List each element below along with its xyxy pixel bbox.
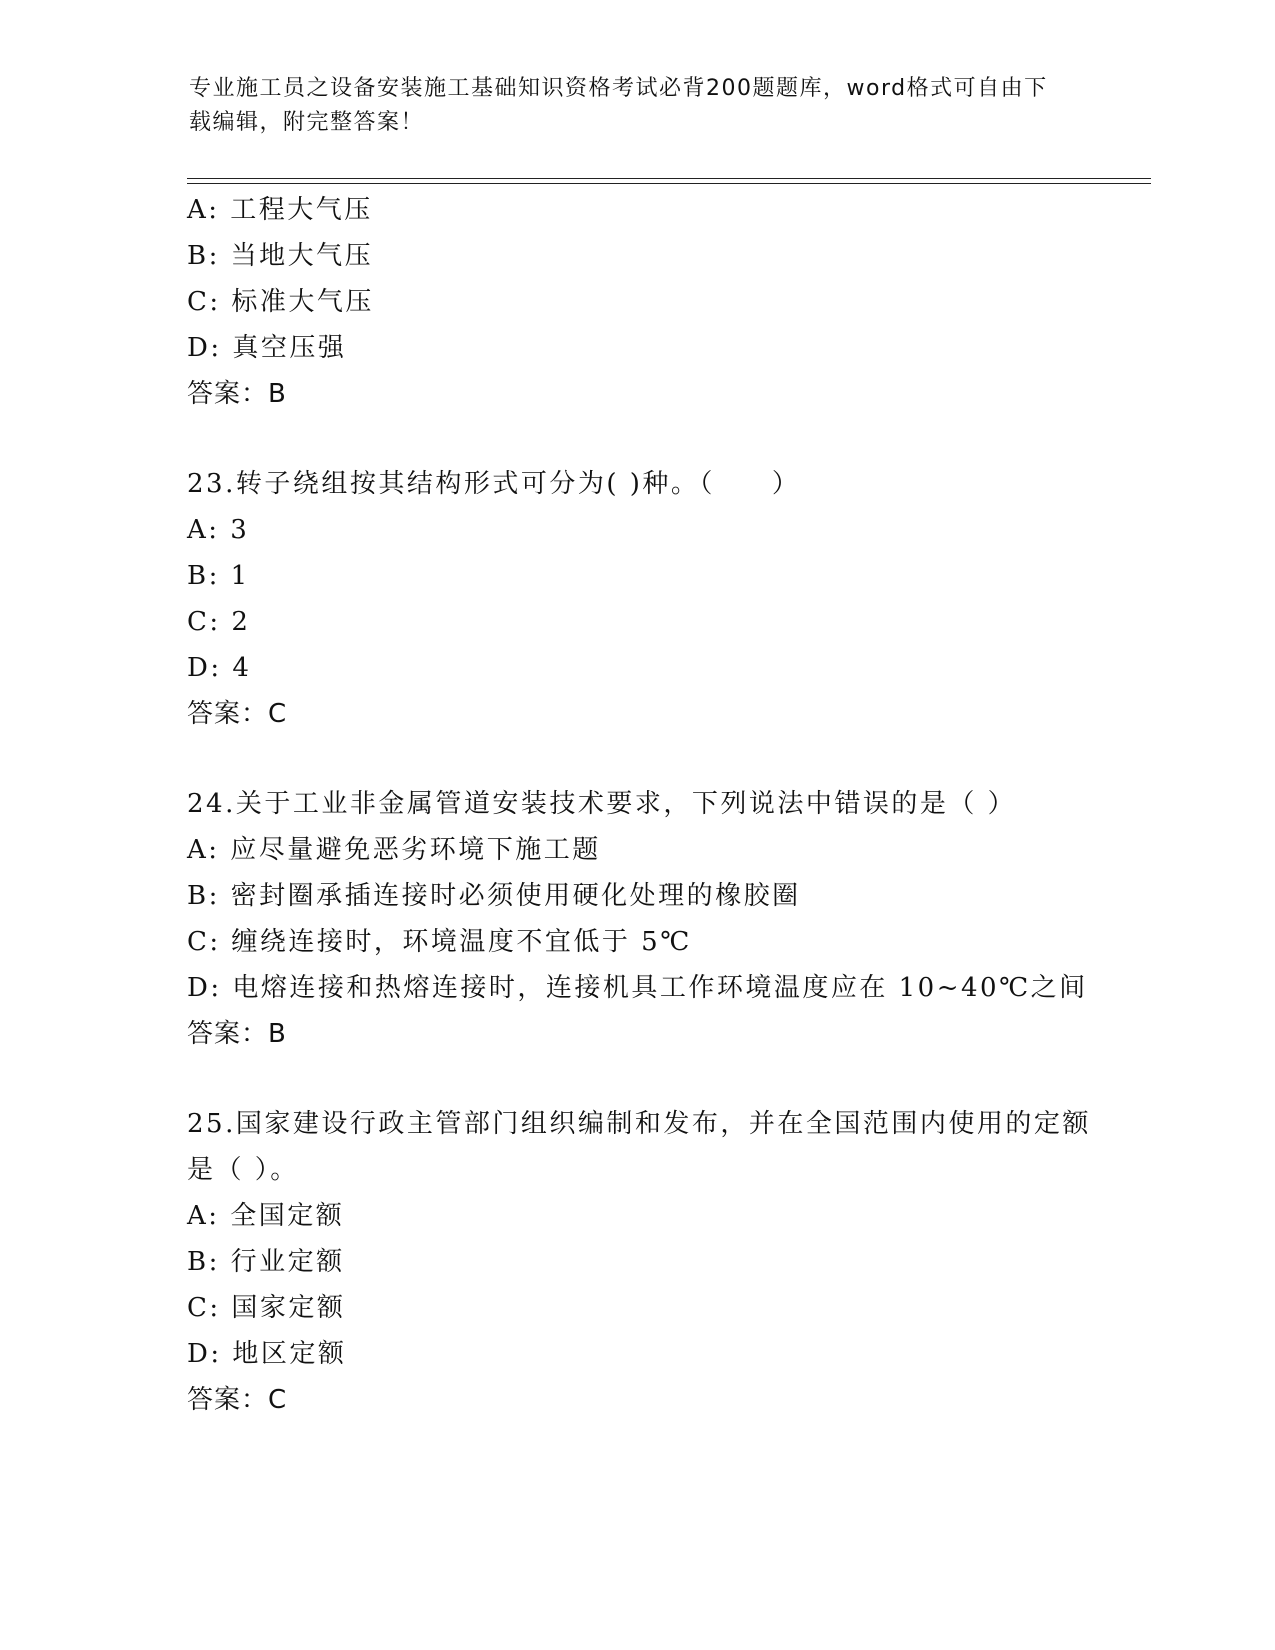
spacer [187,737,1117,781]
question-block-25 [187,1101,1117,1423]
question-text: 25.国家建设行政主管部门组织编制和发布，并在全国范围内使用的定额是（ ）。 [187,1109,1091,1185]
header-divider-bottom [187,183,1151,184]
spacer [187,417,1117,461]
option-c: C: 国家定额 [187,1293,346,1323]
option-c: C: 缠绕连接时，环境温度不宜低于 5℃ [187,927,692,957]
answer-line: 答案：B [187,1019,287,1049]
document-header [189,72,1069,140]
answer-line: 答案：C [187,699,288,729]
option-d: D: 真空压强 [187,333,347,363]
option-b: B: 1 [187,561,250,591]
answer-line: 答案：C [187,1385,288,1415]
question-block-23 [187,461,1117,737]
option-b: B: 密封圈承插连接时必须使用硬化处理的橡胶圈 [187,881,801,911]
option-a: A: 3 [187,515,250,545]
header-divider-top [187,178,1151,179]
question-block-22 [187,187,1117,417]
option-d: D: 4 [187,653,252,683]
spacer [187,1057,1117,1101]
option-b: B: 行业定额 [187,1247,345,1277]
option-d: D: 地区定额 [187,1339,347,1369]
question-block-24 [187,781,1117,1057]
option-b: B: 当地大气压 [187,241,374,271]
option-a: A: 工程大气压 [187,195,373,225]
header-title: 专业施工员之设备安装施工基础知识资格考试必背200题题库，word格式可自由下载编辑，附完整答案！ [189,76,1048,135]
option-c: C: 标准大气压 [187,287,374,317]
question-text: 24.关于工业非金属管道安装技术要求，下列说法中错误的是（ ） [187,789,1017,819]
question-list [187,187,1117,1423]
option-c: C: 2 [187,607,251,637]
answer-line: 答案：B [187,379,287,409]
option-a: A: 全国定额 [187,1201,345,1231]
option-d: D: 电熔连接和热熔连接时，连接机具工作环境温度应在 10~40℃之间 [187,973,1088,1003]
option-a: A: 应尽量避免恶劣环境下施工题 [187,835,601,865]
question-text: 23.转子绕组按其结构形式可分为( )种。（ ） [187,469,801,499]
